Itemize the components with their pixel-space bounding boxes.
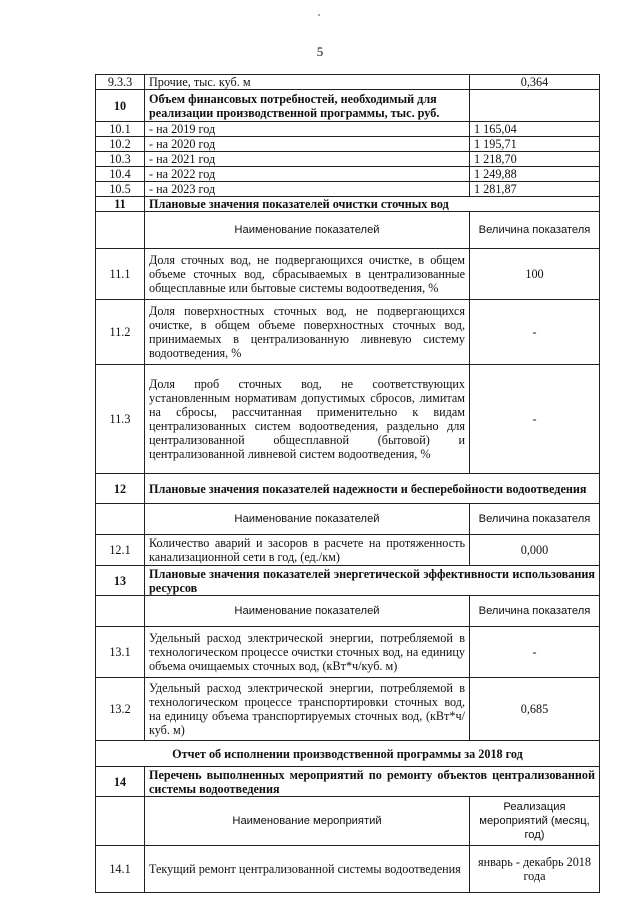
table-row: [96, 182, 600, 197]
indicator-header: Наименование показателей: [145, 504, 470, 535]
empty-cell: [96, 596, 145, 627]
row-value: 1 218,70: [470, 152, 600, 167]
table-row: [96, 627, 600, 678]
report-row: [96, 741, 600, 767]
realization-header: Реализация мероприятий (месяц, год): [470, 797, 600, 846]
table-row: [96, 846, 600, 893]
row-number: 10.1: [96, 122, 145, 137]
row-number: 12.1: [96, 535, 145, 566]
section-title: Плановые значения показателей энергетической эффективности использования ресурсов: [145, 566, 600, 596]
section-title: Объем финансовых потребностей, необходимый для реализации производственной программы, тыс. руб.: [145, 90, 470, 122]
row-value: 0,364: [470, 75, 600, 90]
row-number: 14.1: [96, 846, 145, 893]
row-number: 13.1: [96, 627, 145, 678]
row-value: 1 249,88: [470, 167, 600, 182]
indicator-header: Наименование показателей: [145, 596, 470, 627]
section-number: 10: [96, 90, 145, 122]
row-number: 11.2: [96, 300, 145, 365]
row-value: 0,000: [470, 535, 600, 566]
table-row: [96, 75, 600, 90]
row-number: 10.4: [96, 167, 145, 182]
header-row: [96, 212, 600, 249]
scan-speck: [318, 14, 320, 16]
row-label: Количество аварий и засоров в расчете на протяженность канализационной сети в год, (ед./км): [145, 535, 470, 566]
section-number: 11: [96, 197, 145, 212]
table-row: [96, 122, 600, 137]
report-title: Отчет об исполнении производственной программы за 2018 год: [96, 741, 600, 767]
row-value: 0,685: [470, 678, 600, 741]
table-row: [96, 137, 600, 152]
section-number: 14: [96, 767, 145, 797]
row-label: - на 2019 год: [145, 122, 470, 137]
row-number: 10.5: [96, 182, 145, 197]
row-label: Доля проб сточных вод, не соответствующих установленным нормативам допустимых сбросов, лимитам на сбросы, рассчитанная применительно к видам централизованных систем водоотведения, раздельно для централизованной общесплавной (бытовой) и централизованной ливневой систем водоотведения, %: [145, 365, 470, 474]
table-row: [96, 152, 600, 167]
row-number: 11.3: [96, 365, 145, 474]
row-value: 1 281,87: [470, 182, 600, 197]
section-number: 12: [96, 474, 145, 504]
table-row: [96, 365, 600, 474]
production-program-table: [95, 74, 600, 893]
header-row: [96, 596, 600, 627]
row-label: Доля сточных вод, не подвергающихся очистке, в общем объеме сточных вод, сбрасываемых в централизованные общесплавные или бытовые системы водоотведения, %: [145, 249, 470, 300]
value-header: Величина показателя: [470, 596, 600, 627]
row-label: - на 2020 год: [145, 137, 470, 152]
row-label: Удельный расход электрической энергии, потребляемой в технологическом процессе очистки сточных вод, на единицу объема очищаемых сточных вод, (кВт*ч/куб. м): [145, 627, 470, 678]
value-header: Величина показателя: [470, 504, 600, 535]
header-row: [96, 504, 600, 535]
row-number: 11.1: [96, 249, 145, 300]
section-row: [96, 90, 600, 122]
section-row: [96, 197, 600, 212]
empty-cell: [96, 504, 145, 535]
section-row: [96, 566, 600, 596]
row-label: Прочие, тыс. куб. м: [145, 75, 470, 90]
row-label: Текущий ремонт централизованной системы водоотведения: [145, 846, 470, 893]
row-number: 9.3.3: [96, 75, 145, 90]
row-value: 1 195,71: [470, 137, 600, 152]
table-row: [96, 678, 600, 741]
section-title: Плановые значения показателей очистки сточных вод: [145, 197, 600, 212]
row-label: - на 2022 год: [145, 167, 470, 182]
row-value: 100: [470, 249, 600, 300]
value-header: Величина показателя: [470, 212, 600, 249]
measures-header: Наименование мероприятий: [145, 797, 470, 846]
row-value: январь - декабрь 2018 года: [470, 846, 600, 893]
table-row: [96, 249, 600, 300]
section-row: [96, 767, 600, 797]
section-row: [96, 474, 600, 504]
table-row: [96, 167, 600, 182]
row-label: - на 2021 год: [145, 152, 470, 167]
table-row: [96, 535, 600, 566]
header-row: [96, 797, 600, 846]
indicator-header: Наименование показателей: [145, 212, 470, 249]
row-value: -: [470, 627, 600, 678]
empty-cell: [96, 797, 145, 846]
section-title: Плановые значения показателей надежности и бесперебойности водоотведения: [145, 474, 600, 504]
empty-cell: [470, 90, 600, 122]
row-label: - на 2023 год: [145, 182, 470, 197]
table-row: [96, 300, 600, 365]
row-label: Удельный расход электрической энергии, потребляемой в технологическом процессе транспортировки сточных вод, на единицу объема транспортируемых сточных вод, (кВт*ч/куб. м): [145, 678, 470, 741]
row-number: 10.3: [96, 152, 145, 167]
row-value: -: [470, 300, 600, 365]
row-number: 13.2: [96, 678, 145, 741]
row-value: -: [470, 365, 600, 474]
section-title: Перечень выполненных мероприятий по ремонту объектов централизованной системы водоотведения: [145, 767, 600, 797]
section-number: 13: [96, 566, 145, 596]
page-number: 5: [316, 44, 324, 59]
empty-cell: [96, 212, 145, 249]
row-number: 10.2: [96, 137, 145, 152]
row-value: 1 165,04: [470, 122, 600, 137]
row-label: Доля поверхностных сточных вод, не подвергающихся очистке, в общем объеме поверхностных сточных вод, принимаемых в централизованную ливневую систему водоотведения, %: [145, 300, 470, 365]
